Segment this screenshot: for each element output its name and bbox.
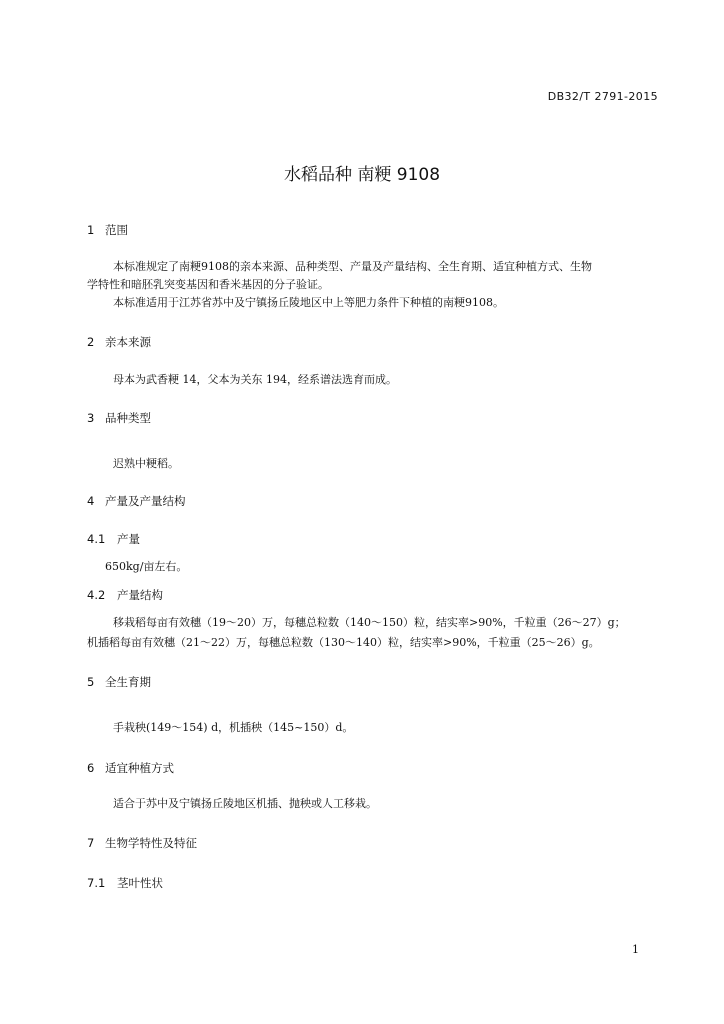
subsection-number: 7.1: [87, 876, 106, 890]
section-title: 全生育期: [105, 675, 151, 689]
subsection-4-1-heading: [87, 531, 140, 547]
paragraph: 移栽稻每亩有效穗（19～20）万，每穗总粒数（140～150）粒，结实率>90%，千粒重（26～27）g；: [113, 616, 626, 629]
paragraph: 母本为武香粳 14，父本为关东 194，经系谱法选育而成。: [113, 373, 397, 386]
subsection-number: 4.1: [87, 532, 106, 546]
section-5-heading: [87, 674, 151, 690]
page-number: 1: [632, 943, 639, 956]
section-number: 4: [87, 494, 95, 508]
paragraph: 机插稻每亩有效穗（21～22）万，每穗总粒数（130～140）粒，结实率>90%，千粒重（25～26）g。: [87, 636, 600, 649]
subsection-title: 茎叶性状: [117, 876, 163, 890]
paragraph: 本标准规定了南粳9108的亲本来源、品种类型、产量及产量结构、全生育期、适宜种植方式、生物: [113, 260, 592, 273]
subsection-title: 产量结构: [117, 588, 163, 602]
subsection-title: 产量: [117, 532, 140, 546]
section-title: 亲本来源: [105, 335, 151, 349]
section-4-heading: [87, 493, 186, 509]
section-title: 生物学特性及特征: [105, 836, 197, 850]
section-1-heading: [87, 222, 128, 238]
section-number: 5: [87, 675, 95, 689]
section-3-heading: [87, 410, 151, 426]
paragraph: 650kg/亩左右。: [105, 560, 188, 573]
subsection-4-2-heading: [87, 587, 163, 603]
section-7-heading: [87, 835, 197, 851]
paragraph: 学特性和暗胚乳突变基因和香米基因的分子验证。: [87, 278, 329, 291]
standard-code: DB32/T 2791-2015: [547, 90, 658, 103]
subsection-number: 4.2: [87, 588, 106, 602]
section-title: 产量及产量结构: [105, 494, 186, 508]
paragraph: 手栽秧(149～154) d，机插秧（145~150）d。: [113, 721, 354, 734]
paragraph: 迟熟中粳稻。: [113, 457, 179, 470]
subsection-7-1-heading: [87, 875, 163, 891]
paragraph: 适合于苏中及宁镇扬丘陵地区机插、抛秧或人工移栽。: [113, 797, 377, 810]
section-title: 适宜种植方式: [105, 761, 174, 775]
section-title: 品种类型: [105, 411, 151, 425]
section-6-heading: [87, 760, 174, 776]
section-number: 6: [87, 761, 95, 775]
document-title: 水稻品种 南粳 9108: [283, 165, 441, 185]
paragraph: 本标准适用于江苏省苏中及宁镇扬丘陵地区中上等肥力条件下种植的南粳9108。: [113, 296, 504, 309]
section-title: 范围: [105, 223, 128, 237]
section-number: 3: [87, 411, 95, 425]
section-2-heading: [87, 334, 151, 350]
section-number: 1: [87, 223, 95, 237]
section-number: 7: [87, 836, 95, 850]
section-number: 2: [87, 335, 95, 349]
